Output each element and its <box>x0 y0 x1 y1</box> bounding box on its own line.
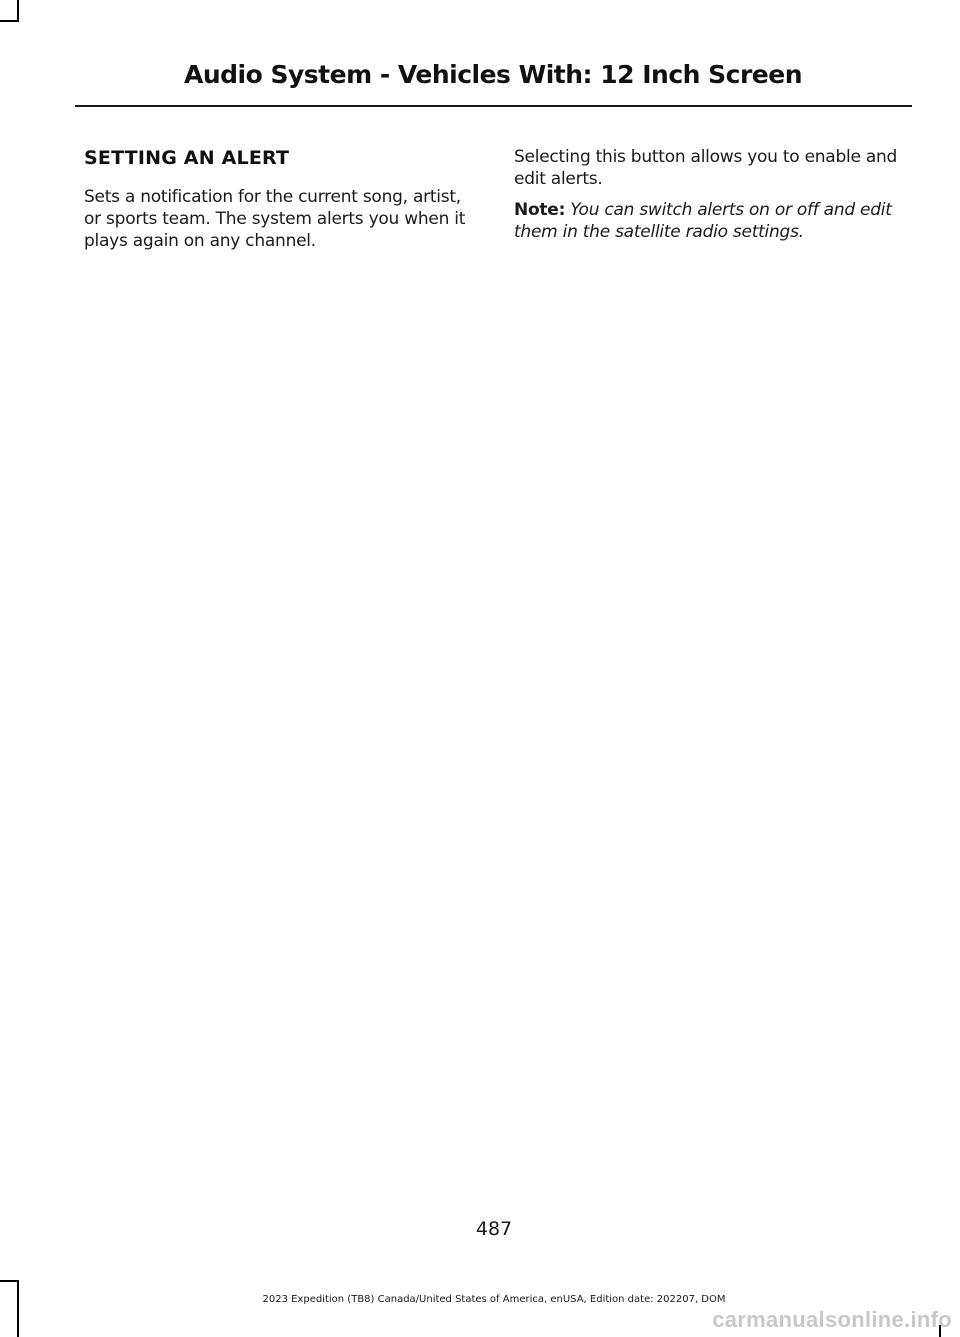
page-header-title: Audio System - Vehicles With: 12 Inch Screen <box>183 60 802 89</box>
crop-mark-bottom-left <box>17 1280 19 1337</box>
section-heading: SETTING AN ALERT <box>84 147 290 169</box>
note-label: Note: <box>514 200 566 220</box>
left-column <box>84 144 469 252</box>
crop-mark-bottom-left-h <box>0 1280 19 1282</box>
left-paragraph: Sets a notification for the current song, artist, or sports team. The system alerts you when it plays again on any channel. <box>84 187 466 251</box>
footer-edition-info: 2023 Expedition (TB8) Canada/United States of America, enUSA, Edition date: 202207, DOM <box>262 1294 726 1305</box>
note-text: You can switch alerts on or off and edit them in the satellite radio settings. <box>514 200 892 242</box>
right-paragraph: Selecting this button allows you to enable and edit alerts. <box>514 147 898 189</box>
note-paragraph <box>514 199 914 243</box>
header-divider <box>75 105 912 107</box>
watermark: carmanualsonline.info <box>712 1307 952 1332</box>
right-column <box>514 146 914 243</box>
page-number: 487 <box>475 1218 513 1240</box>
crop-mark-top-left-h <box>0 20 19 22</box>
crop-mark-top-left <box>17 0 19 22</box>
